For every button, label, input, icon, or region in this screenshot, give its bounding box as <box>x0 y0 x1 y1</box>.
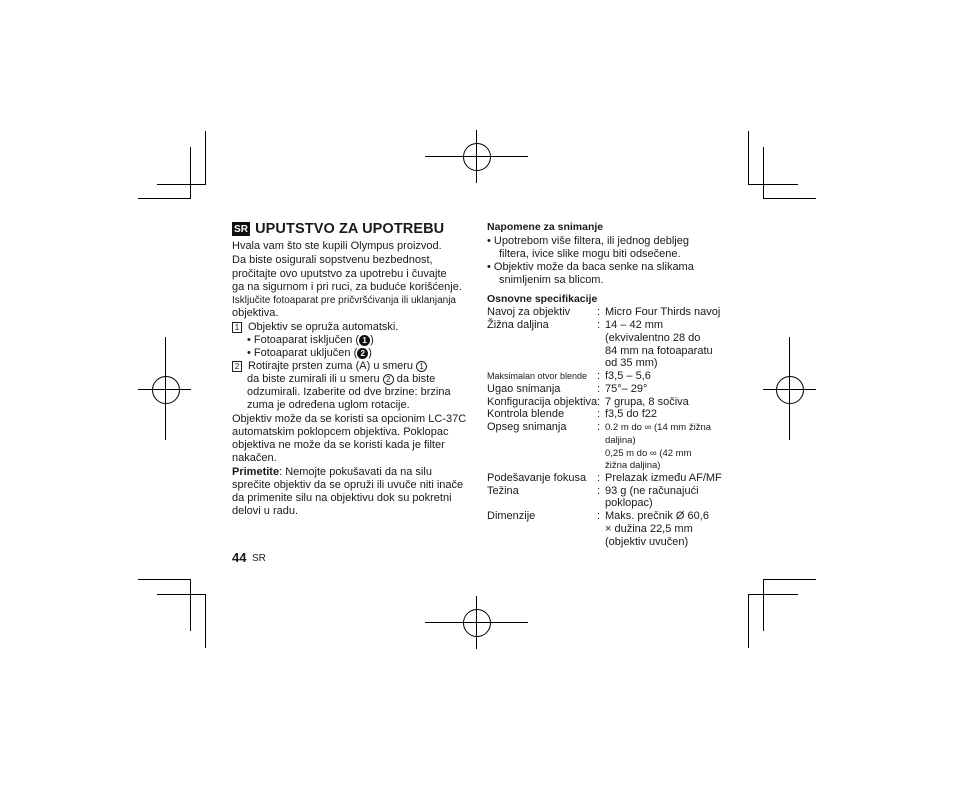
spec-label: Dimenzije <box>487 510 536 522</box>
note-line: snimljenim sa blicom. <box>499 274 604 286</box>
spec-value: 75°– 29° <box>605 383 648 395</box>
spec-colon: : <box>597 472 601 484</box>
hood-line: objektiva ne može da se koristi kada je filter <box>232 439 445 451</box>
spec-value: 93 g (ne računajući <box>605 485 699 497</box>
spec-colon: : <box>597 306 601 318</box>
caution-line <box>232 466 432 479</box>
registration-target-top <box>463 143 491 171</box>
spec-value: Micro Four Thirds navoj <box>605 306 721 318</box>
hood-line: automatskim poklopcem objektiva. Poklopac <box>232 426 449 438</box>
registration-target-bottom <box>463 609 491 637</box>
language-badge: SR <box>234 224 249 235</box>
registration-target-left <box>152 376 180 404</box>
prep-line: Isključite fotoaparat pre pričvršćivanja ili uklanjanja <box>232 295 456 306</box>
paren-close: ) <box>368 347 372 359</box>
spec-value: 7 grupa, 8 sočiva <box>605 396 689 408</box>
spec-value: × dužina 22,5 mm <box>605 523 693 535</box>
spec-value: f3,5 do f22 <box>605 408 657 420</box>
step-2-line: odzumirali. Izaberite od dve brzine: brzina <box>247 386 451 398</box>
bullet-camera-off <box>247 334 374 347</box>
spec-label: Navoj za objektiv <box>487 306 571 318</box>
spec-colon: : <box>597 408 601 420</box>
spec-colon: : <box>597 421 601 433</box>
spec-value: daljina) <box>605 435 636 446</box>
spec-label: Maksimalan otvor blende <box>487 371 588 381</box>
spec-label: Kontrola blende <box>487 408 565 420</box>
camera-state-2-icon: 2 <box>357 348 368 359</box>
step-2 <box>232 360 427 373</box>
bullet-text: • Fotoaparat isključen ( <box>247 334 360 346</box>
spec-value: 14 – 42 mm <box>605 319 664 331</box>
hood-line: Objektiv može da se koristi sa opcionim LC-37C <box>232 413 467 425</box>
spec-value: Maks. prečnik Ø 60,6 <box>605 510 709 522</box>
registration-target-right <box>776 376 804 404</box>
spec-value: Prelazak između AF/MF <box>605 472 722 484</box>
caution-line: da primenite silu na objektivu dok su pokretni <box>232 492 452 504</box>
spec-label: Konfiguracija objektiva <box>487 396 598 408</box>
spec-value: 0.2 m do ∞ (14 mm žižna <box>605 422 712 433</box>
spec-label: Težina <box>487 485 519 497</box>
section-title <box>232 221 444 237</box>
specs-heading: Osnovne specifikacije <box>487 293 598 305</box>
spec-value: 0,25 m do ∞ (42 mm <box>605 448 692 459</box>
bullet-camera-on <box>247 347 372 360</box>
spec-value: 84 mm na fotoaparatu <box>605 345 713 357</box>
prep-line: objektiva. <box>232 307 279 319</box>
spec-value: (objektiv uvučen) <box>605 536 689 548</box>
paren-close: ) <box>370 334 374 346</box>
spec-label: Žižna daljina <box>487 319 549 331</box>
step-number-2: 2 <box>232 361 242 372</box>
spec-colon: : <box>597 370 601 382</box>
spec-colon: : <box>597 510 601 522</box>
spec-label: Opseg snimanja <box>487 421 567 433</box>
step-2-line: zuma je određena uglom rotacije. <box>247 399 410 411</box>
spec-value: (ekvivalentno 28 do <box>605 332 701 344</box>
spec-value: žižna daljina) <box>605 460 661 471</box>
step-number-1: 1 <box>232 322 242 333</box>
note-line: • Objektiv može da baca senke na slikama <box>487 261 694 273</box>
page-language: SR <box>252 553 266 564</box>
spec-colon: : <box>597 319 601 331</box>
step-1 <box>232 321 398 334</box>
note-line: filtera, ivice slike mogu biti odsečene. <box>499 248 681 260</box>
step-2-text: Rotirajte prsten zuma (A) u smeru <box>248 360 417 372</box>
intro-line: Da biste osigurali sopstvenu bezbednost, <box>232 254 433 266</box>
intro-line: ga na sigurnom i pri ruci, za buduće korišćenje. <box>232 281 462 293</box>
step-2-text: da biste zumirali ili u smeru <box>247 373 383 385</box>
shooting-notes-heading: Napomene za snimanje <box>487 221 604 233</box>
step-1-text: Objektiv se opruža automatski. <box>248 321 399 333</box>
hood-line: nakačen. <box>232 452 277 464</box>
intro-line: pročitajte ovo uputstvo za upotrebu i čuvajte <box>232 268 447 280</box>
spec-value: poklopac) <box>605 497 653 509</box>
camera-state-1-icon: 1 <box>359 335 370 346</box>
direction-2-icon: 2 <box>383 374 394 385</box>
spec-colon: : <box>597 383 601 395</box>
caution-line: sprečite objektiv da se opruži ili uvuče niti inače <box>232 479 464 491</box>
step-2-text: da biste <box>393 373 436 385</box>
page-number: 44 <box>232 550 247 565</box>
direction-1-icon: 1 <box>416 361 427 372</box>
intro-line: Hvala vam što ste kupili Olympus proizvod. <box>232 240 442 252</box>
spec-value: f3,5 – 5,6 <box>605 370 651 382</box>
section-title-text: UPUTSTVO ZA UPOTREBU <box>255 221 445 237</box>
note-line: • Upotrebom više filtera, ili jednog debljeg <box>487 235 689 247</box>
caution-line: delovi u radu. <box>232 505 299 517</box>
bullet-text: • Fotoaparat uključen ( <box>247 347 358 359</box>
caution-text: : Nemojte pokušavati da na silu <box>279 466 432 478</box>
spec-label: Ugao snimanja <box>487 383 561 395</box>
step-2-line <box>247 373 435 386</box>
spec-colon: : <box>597 396 601 408</box>
spec-value: od 35 mm) <box>605 357 658 369</box>
spec-label: Podešavanje fokusa <box>487 472 587 484</box>
spec-colon: : <box>597 485 601 497</box>
caution-label: Primetite <box>232 466 280 478</box>
